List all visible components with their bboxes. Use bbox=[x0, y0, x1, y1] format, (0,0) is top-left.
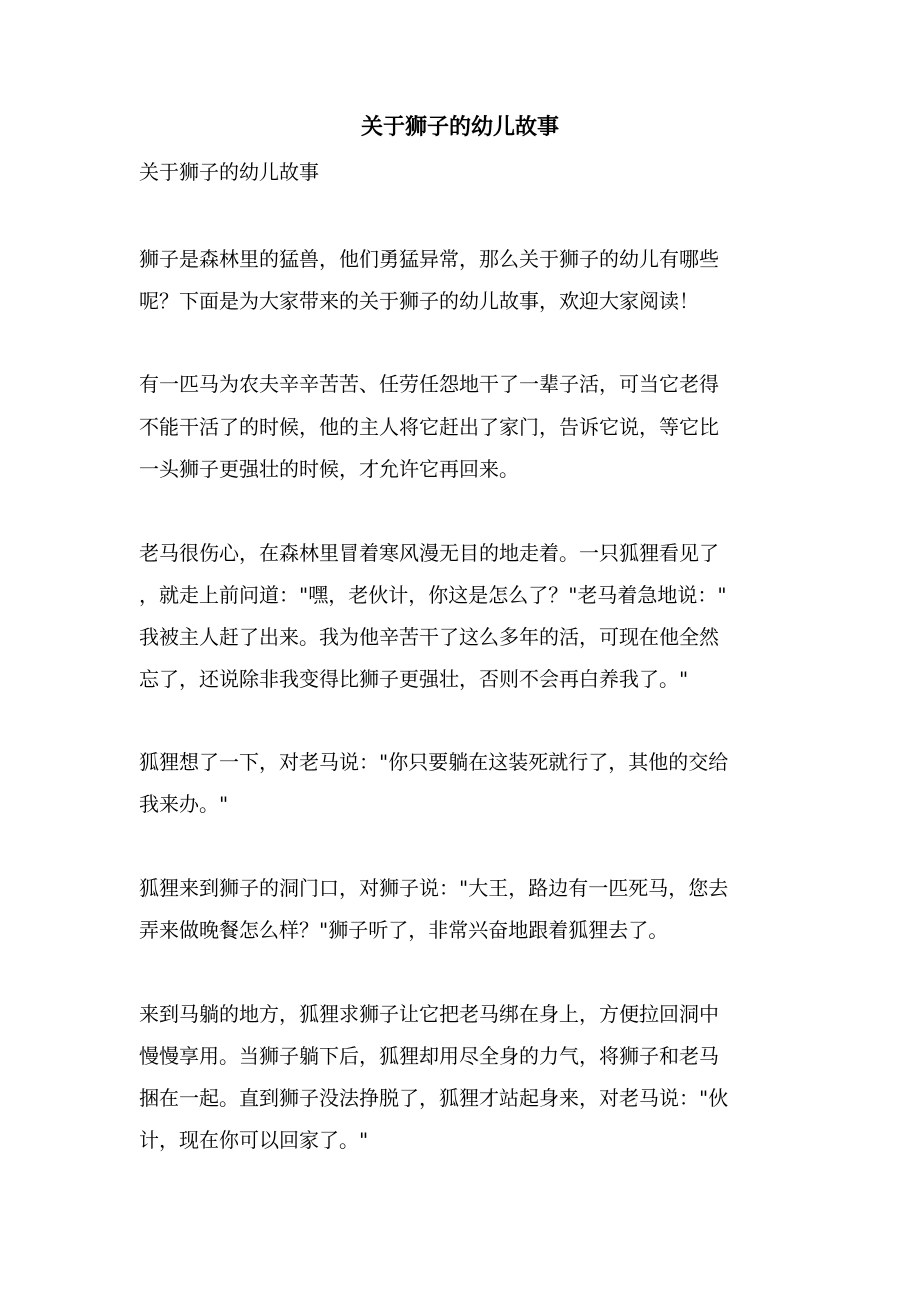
paragraph-5-line-1: 狐狸来到狮子的洞门口，对狮子说："大王，路边有一匹死马，您去 bbox=[139, 876, 729, 900]
paragraph-6-line-3: 捆在一起。直到狮子没法挣脱了，狐狸才站起身来，对老马说："伙 bbox=[139, 1086, 729, 1110]
paragraph-3-line-3: 我被主人赶了出来。我为他辛苦干了这么多年的活，可现在他全然 bbox=[139, 625, 719, 649]
paragraph-2-line-2: 不能干活了的时候，他的主人将它赶出了家门，告诉它说，等它比 bbox=[139, 415, 719, 439]
paragraph-1-line-2: 呢？下面是为大家带来的关于狮子的幼儿故事，欢迎大家阅读！ bbox=[139, 289, 699, 313]
paragraph-5-line-2: 弄来做晚餐怎么样？"狮子听了，非常兴奋地跟着狐狸去了。 bbox=[139, 918, 669, 942]
paragraph-3-line-1: 老马很伤心，在森林里冒着寒风漫无目的地走着。一只狐狸看见了 bbox=[139, 541, 719, 565]
paragraph-4-line-2: 我来办。" bbox=[139, 792, 229, 816]
paragraph-3-line-2: ，就走上前问道："嘿，老伙计，你这是怎么了？"老马着急地说：" bbox=[139, 583, 727, 607]
paragraph-6-line-2: 慢慢享用。当狮子躺下后，狐狸却用尽全身的力气，将狮子和老马 bbox=[139, 1044, 719, 1068]
document-title: 关于狮子的幼儿故事 bbox=[360, 114, 559, 140]
paragraph-2-line-1: 有一匹马为农夫辛辛苦苦、任劳任怨地干了一辈子活，可当它老得 bbox=[139, 372, 719, 396]
paragraph-6-line-4: 计，现在你可以回家了。" bbox=[139, 1128, 369, 1152]
document-subtitle: 关于狮子的幼儿故事 bbox=[139, 160, 319, 184]
paragraph-3-line-4: 忘了，还说除非我变得比狮子更强壮，否则不会再白养我了。" bbox=[139, 667, 689, 691]
paragraph-1-line-1: 狮子是森林里的猛兽，他们勇猛异常，那么关于狮子的幼儿有哪些 bbox=[139, 247, 719, 271]
paragraph-2-line-3: 一头狮子更强壮的时候，才允许它再回来。 bbox=[139, 457, 519, 481]
paragraph-4-line-1: 狐狸想了一下，对老马说："你只要躺在这装死就行了，其他的交给 bbox=[139, 750, 729, 774]
paragraph-6-line-1: 来到马躺的地方，狐狸求狮子让它把老马绑在身上，方便拉回洞中 bbox=[139, 1002, 719, 1026]
